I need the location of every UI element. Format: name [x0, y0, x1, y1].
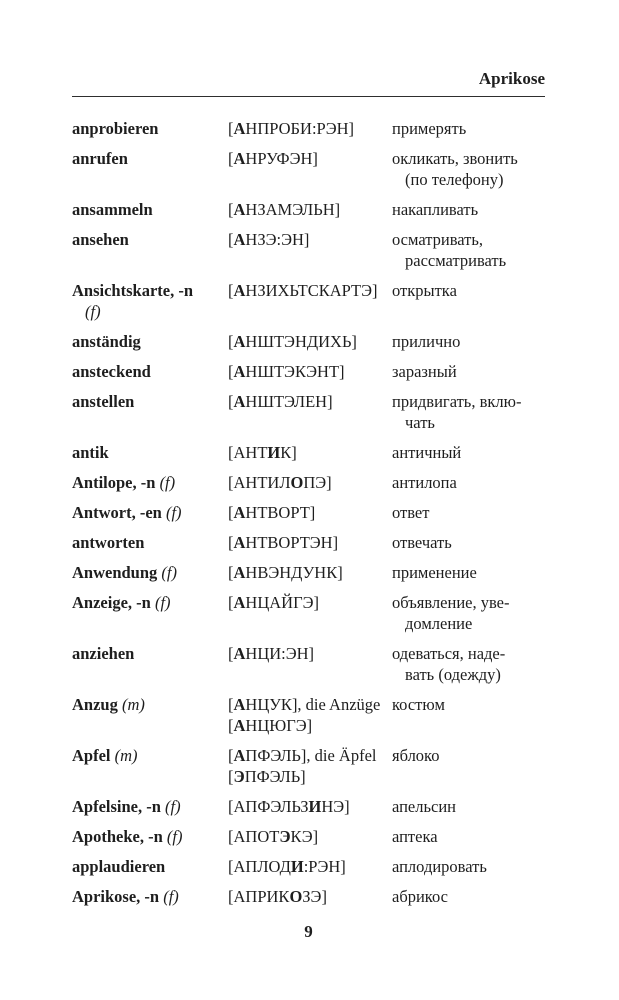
russian-translation-line: объявление, уве- [392, 593, 510, 612]
headword-german [72, 643, 228, 685]
phonetic-transcription-line: [АНЗЭ:ЭН] [228, 230, 310, 249]
phonetic-transcription-line: [АНШТЭЛЕН] [228, 392, 333, 411]
phonetic-transcription [228, 280, 392, 322]
phonetic-transcription [228, 856, 392, 877]
headword-german-line: Ansichtskarte, -n [72, 281, 194, 300]
headword-german-line: ansehen [72, 230, 129, 249]
russian-translation-line: апельсин [392, 797, 457, 816]
phonetic-transcription [228, 532, 392, 553]
dictionary-entries [72, 118, 545, 907]
headword-german-line: ansteckend [72, 362, 151, 381]
dictionary-entry-row [72, 331, 545, 352]
russian-translation [392, 562, 545, 583]
russian-translation-line: прилично [392, 332, 461, 351]
dictionary-entry-row [72, 796, 545, 817]
phonetic-transcription-line: [АПФЭЛЬ], die Äpfel [228, 746, 377, 765]
phonetic-transcription [228, 199, 392, 220]
phonetic-transcription-line: [АНТВОРТ] [228, 503, 316, 522]
russian-translation [392, 856, 545, 877]
russian-translation-line: абрикос [392, 887, 448, 906]
headword-german [72, 532, 228, 553]
headword-german [72, 442, 228, 463]
russian-translation-line: примерять [392, 119, 467, 138]
russian-translation-line: чать [405, 413, 435, 432]
russian-translation-line: ответ [392, 503, 430, 522]
dictionary-entry-row [72, 391, 545, 433]
page-header [72, 0, 545, 97]
headword-german [72, 280, 228, 322]
headword-german-line: ansammeln [72, 200, 153, 219]
headword-german-line: anständig [72, 332, 141, 351]
phonetic-transcription [228, 148, 392, 190]
russian-translation-line: открытка [392, 281, 457, 300]
russian-translation-line: отвечать [392, 533, 452, 552]
phonetic-transcription [228, 592, 392, 634]
phonetic-transcription [228, 472, 392, 493]
russian-translation-line: аплодировать [392, 857, 487, 876]
phonetic-transcription-line: [АПРИКОЗЭ] [228, 887, 327, 906]
dictionary-entry-row [72, 592, 545, 634]
headword-german [72, 361, 228, 382]
russian-translation-line: античный [392, 443, 462, 462]
dictionary-entry-row [72, 199, 545, 220]
dictionary-entry-row [72, 148, 545, 190]
russian-translation-line: применение [392, 563, 477, 582]
page-footer [72, 922, 545, 942]
russian-translation-line: (по телефону) [405, 170, 504, 189]
russian-translation-line: яблоко [392, 746, 440, 765]
russian-translation-line: заразный [392, 362, 457, 381]
dictionary-entry-row [72, 472, 545, 493]
headword-german [72, 502, 228, 523]
dictionary-entry-row [72, 502, 545, 523]
dictionary-entry-row [72, 361, 545, 382]
dictionary-entry-row [72, 229, 545, 271]
russian-translation-line: аптека [392, 827, 438, 846]
phonetic-transcription-line: [АНЦИ:ЭН] [228, 644, 315, 663]
phonetic-transcription-line: [АНРУФЭН] [228, 149, 318, 168]
headword-german [72, 331, 228, 352]
russian-translation [392, 592, 545, 634]
headword-german [72, 148, 228, 190]
russian-translation [392, 331, 545, 352]
headword-german-line: Apfelsine, -n (f) [72, 797, 181, 816]
headword-german-line: Anzeige, -n (f) [72, 593, 171, 612]
headword-german [72, 391, 228, 433]
headword-german-line: Antwort, -en (f) [72, 503, 182, 522]
phonetic-transcription [228, 502, 392, 523]
phonetic-transcription-line: [АНЦАЙГЭ] [228, 593, 320, 612]
phonetic-transcription [228, 826, 392, 847]
headword-german [72, 745, 228, 787]
russian-translation-line: костюм [392, 695, 445, 714]
headword-german-line: applaudieren [72, 857, 166, 876]
phonetic-transcription-line: [АНТВОРТЭН] [228, 533, 339, 552]
phonetic-transcription-line: [АНШТЭКЭНТ] [228, 362, 345, 381]
dictionary-entry-row [72, 643, 545, 685]
russian-translation-line: вать (одежду) [405, 665, 501, 684]
phonetic-transcription [228, 442, 392, 463]
dictionary-entry-row [72, 118, 545, 139]
headword-german [72, 694, 228, 736]
headword-german [72, 199, 228, 220]
phonetic-transcription [228, 331, 392, 352]
dictionary-entry-row [72, 694, 545, 736]
russian-translation [392, 694, 545, 736]
russian-translation-line: осматривать, [392, 230, 484, 249]
headword-german [72, 886, 228, 907]
phonetic-transcription-line: [АПОТЭКЭ] [228, 827, 319, 846]
russian-translation-line: антилопа [392, 473, 457, 492]
russian-translation [392, 361, 545, 382]
phonetic-transcription [228, 745, 392, 787]
russian-translation-line: одеваться, наде- [392, 644, 506, 663]
phonetic-transcription-line: [АНЦЮГЭ] [228, 716, 313, 735]
headword-german-line: anstellen [72, 392, 135, 411]
headword-german-line: antik [72, 443, 109, 462]
phonetic-transcription [228, 391, 392, 433]
headword-german-line: anprobieren [72, 119, 159, 138]
russian-translation [392, 532, 545, 553]
phonetic-transcription-line: [ЭПФЭЛЬ] [228, 767, 306, 786]
phonetic-transcription [228, 118, 392, 139]
headword-german [72, 592, 228, 634]
page-number: 9 [304, 922, 313, 941]
dictionary-entry-row [72, 886, 545, 907]
russian-translation [392, 796, 545, 817]
russian-translation-line: придвигать, вклю- [392, 392, 522, 411]
headword-german-line: antworten [72, 533, 145, 552]
headword-german-line: Anzug (m) [72, 695, 145, 714]
headword-german-line: anziehen [72, 644, 135, 663]
phonetic-transcription-line: [АПЛОДИ:РЭН] [228, 857, 346, 876]
dictionary-entry-row [72, 562, 545, 583]
headword-german-line: anrufen [72, 149, 128, 168]
dictionary-entry-row [72, 532, 545, 553]
headword-german-line: Apfel (m) [72, 746, 138, 765]
russian-translation [392, 280, 545, 322]
russian-translation-line: накапливать [392, 200, 479, 219]
russian-translation [392, 229, 545, 271]
russian-translation [392, 391, 545, 433]
russian-translation [392, 502, 545, 523]
running-head: Aprikose [478, 69, 545, 88]
russian-translation [392, 643, 545, 685]
headword-german-line: Anwendung (f) [72, 563, 177, 582]
headword-german [72, 229, 228, 271]
headword-german [72, 826, 228, 847]
headword-german [72, 796, 228, 817]
phonetic-transcription [228, 562, 392, 583]
phonetic-transcription [228, 694, 392, 736]
dictionary-entry-row [72, 856, 545, 877]
phonetic-transcription-line: [АНЦУК], die Anzüge [228, 695, 381, 714]
dictionary-entry-row [72, 280, 545, 322]
russian-translation [392, 826, 545, 847]
headword-german [72, 856, 228, 877]
headword-german-line: Aprikose, -n (f) [72, 887, 179, 906]
headword-german [72, 472, 228, 493]
phonetic-transcription-line: [АНШТЭНДИХЬ] [228, 332, 357, 351]
russian-translation-line: рассматривать [405, 251, 507, 270]
russian-translation-line: окликать, звонить [392, 149, 518, 168]
russian-translation [392, 745, 545, 787]
russian-translation [392, 472, 545, 493]
headword-german [72, 562, 228, 583]
phonetic-transcription [228, 886, 392, 907]
headword-german [72, 118, 228, 139]
russian-translation [392, 118, 545, 139]
phonetic-transcription [228, 361, 392, 382]
phonetic-transcription [228, 796, 392, 817]
headword-german-line: Antilope, -n (f) [72, 473, 176, 492]
phonetic-transcription-line: [АНПРОБИ:РЭН] [228, 119, 355, 138]
russian-translation [392, 148, 545, 190]
phonetic-transcription-line: [АНВЭНДУНК] [228, 563, 343, 582]
phonetic-transcription-line: [АНЗАМЭЛЬН] [228, 200, 341, 219]
dictionary-entry-row [72, 745, 545, 787]
phonetic-transcription-line: [АНЗИХЬТСКАРТЭ] [228, 281, 378, 300]
phonetic-transcription [228, 643, 392, 685]
phonetic-transcription [228, 229, 392, 271]
dictionary-entry-row [72, 442, 545, 463]
dictionary-entry-row [72, 826, 545, 847]
phonetic-transcription-line: [АНТИК] [228, 443, 297, 462]
russian-translation [392, 442, 545, 463]
headword-german-line: (f) [85, 302, 101, 321]
headword-german-line: Apotheke, -n (f) [72, 827, 183, 846]
russian-translation-line: домление [405, 614, 473, 633]
russian-translation [392, 886, 545, 907]
phonetic-transcription-line: [АНТИЛОПЭ] [228, 473, 332, 492]
russian-translation [392, 199, 545, 220]
phonetic-transcription-line: [АПФЭЛЬЗИНЭ] [228, 797, 350, 816]
